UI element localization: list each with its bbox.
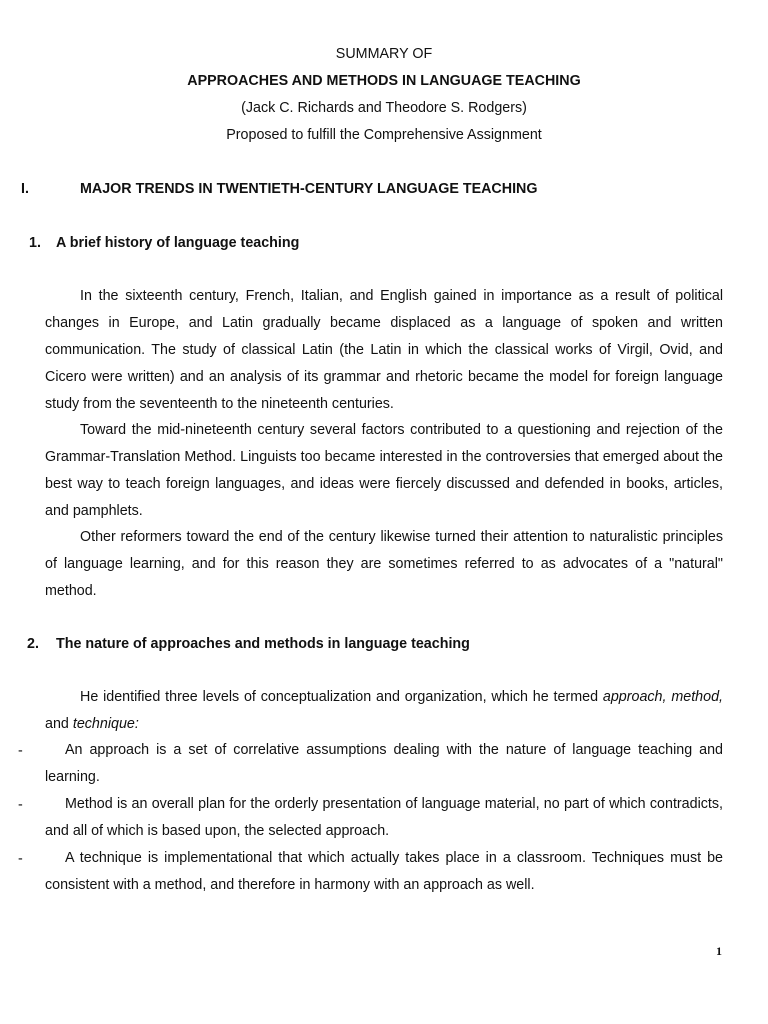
paragraph-history-3 xyxy=(45,524,723,605)
bullet-dash: - xyxy=(18,851,23,867)
paragraph-text: In the sixteenth century, French, Italian, and English gained in importance as a result of political changes in Europe, and Latin gradually became displaced as a language of spoken and written communication. The study of classical Latin (the Latin in which the classical works of Virgil, Ovid, and Cicero were written) and an analysis of its grammar and rhetoric became the model for foreign language study from the seventeenth to the nineteenth centuries. xyxy=(45,288,723,412)
document-title: APPROACHES AND METHODS IN LANGUAGE TEACHING xyxy=(187,73,581,89)
paragraph-history-1 xyxy=(45,283,723,418)
bullet-technique xyxy=(45,845,723,899)
intro-and: and xyxy=(45,715,69,732)
bullet-text: A technique is implementational that which actually takes place in a classroom. Techniques must be consistent with a method, and therefore in harmony with an approach as well. xyxy=(45,850,723,893)
section-title: MAJOR TRENDS IN TWENTIETH-CENTURY LANGUAGE TEACHING xyxy=(80,181,538,197)
subsection-1-title: A brief history of language teaching xyxy=(56,235,300,251)
page-number: 1 xyxy=(716,944,722,958)
section-numeral: I. xyxy=(21,181,29,197)
term-method: method, xyxy=(671,689,723,705)
subsection-2-title: The nature of approaches and methods in language teaching xyxy=(56,636,470,652)
paragraph-text: Toward the mid-nineteenth century several factors contributed to a questioning and rejection of the Grammar-Translation Method. Linguists too became interested in the controversies that emerged about the best way to teach foreign languages, and ideas were fiercely discussed and defended in books, articles, and pamphlets. xyxy=(45,422,723,519)
bullet-approach xyxy=(45,737,723,791)
purpose-line: Proposed to fulfill the Comprehensive Assignment xyxy=(226,127,542,143)
term-approach: approach, xyxy=(602,689,667,705)
bullet-method xyxy=(45,791,723,845)
term-technique: technique: xyxy=(72,715,139,732)
subsection-2-number: 2. xyxy=(27,636,39,652)
bullet-dash: - xyxy=(18,797,23,813)
subsection-1-number: 1. xyxy=(29,235,41,251)
paragraph-history-2 xyxy=(45,417,723,525)
bullet-dash: - xyxy=(18,743,23,759)
bullet-text: Method is an overall plan for the orderly presentation of language material, no part of which contradicts, and all of which is based upon, the selected approach. xyxy=(45,796,723,839)
authors-line: (Jack C. Richards and Theodore S. Rodgers) xyxy=(241,100,527,116)
intro-text: He identified three levels of conceptualization and organization, which he termed xyxy=(80,689,599,705)
bullet-text: An approach is a set of correlative assumptions dealing with the nature of language teaching and learning. xyxy=(45,742,723,785)
paragraph-levels-intro xyxy=(45,684,723,738)
summary-of-label: SUMMARY OF xyxy=(335,46,433,62)
paragraph-text: Other reformers toward the end of the century likewise turned their attention to naturalistic principles of language learning, and for this reason they are sometimes referred to as advocates of a "natural" method. xyxy=(45,529,723,599)
